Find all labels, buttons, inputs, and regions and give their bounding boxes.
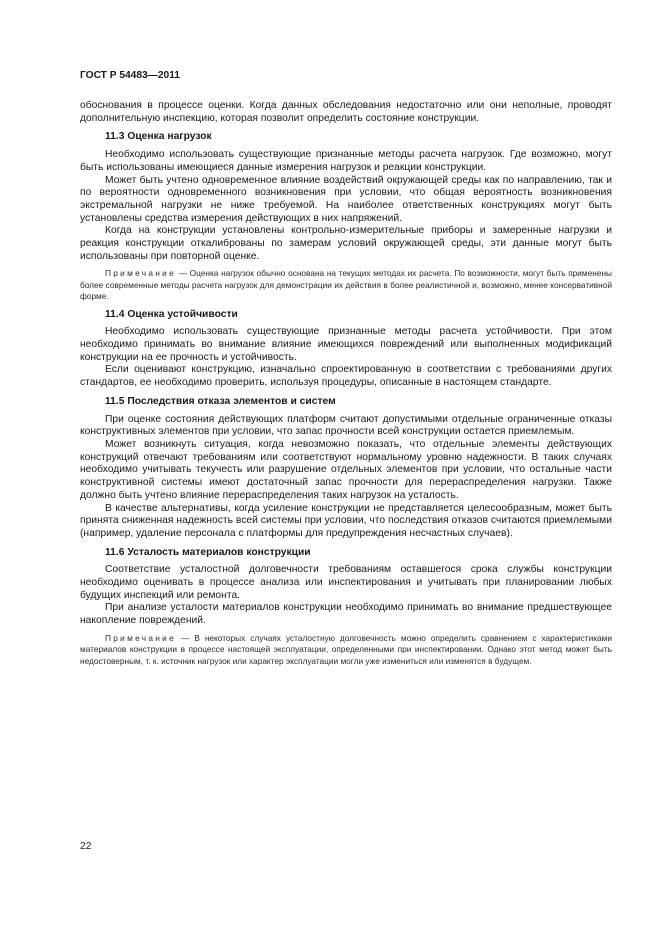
document-content bbox=[80, 100, 612, 667]
note-text: — В некоторых случаях усталостную долговечность можно определить сравнением с характеристиками материалов конструкции в процессе настоящей эксплуатации, определенными при инспектировании. Однако этот метод может быть недостоверным, т. к. источник нагрузок или характер эксплуатации могли уже измениться или изменятся в будущем. bbox=[80, 632, 612, 666]
note-text: — Оценка нагрузок обычно основана на текущих методах их расчета. По возможности, могут быть применены более современные методы расчета нагрузок для демонстрации их действия в более реалистичной и, возможно, менее консервативной форме. bbox=[80, 268, 612, 302]
page-number: 22 bbox=[80, 841, 92, 852]
note bbox=[80, 633, 612, 667]
section-heading: 11.4 Оценка устойчивости bbox=[105, 308, 238, 320]
paragraph: В качестве альтернативы, когда усиление конструкции не представляется целесообразным, может быть принята сниженная надежность всей системы при условии, что последствия отказов считаются приемлемыми (например, удаление персонала с платформы для предупреждения несчастных случаев). bbox=[80, 502, 612, 539]
paragraph: При оценке состояния действующих платформ считают допустимыми отдельные ограниченные отказы конструктивных элементов при условии, что запас прочности всей конструкции остается приемлемым. bbox=[80, 413, 612, 438]
intro-paragraph: обоснования в процессе оценки. Когда данных обследования недостаточно или они неполные, проводят дополнительную инспекцию, которая позволит определить состояние конструкции. bbox=[80, 100, 612, 124]
document-header: ГОСТ Р 54483—2011 bbox=[80, 70, 180, 81]
section-11-5 bbox=[80, 396, 612, 541]
paragraph: Когда на конструкции установлены контрольно-измерительные приборы и замеренные нагрузки и реакция конструкции откалиброваны по замерам условий окружающей среды, эти данные могут быть использованы при повторной оценке. bbox=[80, 225, 612, 262]
paragraph: Необходимо использовать существующие признанные методы расчета нагрузок. Где возможно, могут быть использованы имеющиеся данные измерения нагрузок и реакции конструкции. bbox=[80, 149, 612, 173]
note bbox=[80, 268, 612, 302]
note-label: Примечание bbox=[105, 268, 177, 279]
note-label: Примечание bbox=[105, 632, 177, 643]
paragraph: Соответствие усталостной долговечности требованиям оставшегося срока службы конструкции необходимо оценивать в процессе анализа или инспектирования и учитывать при планировании любых будущих инспекций или ремонта. bbox=[80, 564, 612, 601]
section-heading: 11.6 Усталость материалов конструкции bbox=[105, 546, 311, 558]
section-11-3 bbox=[80, 131, 612, 302]
section-heading: 11.5 Последствия отказа элементов и систем bbox=[105, 395, 336, 407]
section-11-4 bbox=[80, 309, 612, 390]
section-heading: 11.3 Оценка нагрузок bbox=[105, 131, 212, 143]
paragraph: При анализе усталости материалов конструкции необходимо принимать во внимание предшествующее накопление повреждений. bbox=[80, 602, 612, 627]
paragraph: Может возникнуть ситуация, когда невозможно показать, что отдельные элементы действующих конструкций отвечают требованиям или соответствуют нормальному уровню надежности. В таких случаях необходимо учитывать текучесть или разрушение отдельных элементов при условии, что остальные части конструктивной системы имеют достаточный запас прочности для перераспределения нагрузки. Также должно быть учтено влияние перераспределения таких нагрузок на усталость. bbox=[80, 438, 612, 501]
section-11-6 bbox=[80, 547, 612, 667]
paragraph: Необходимо использовать существующие признанные методы расчета устойчивости. При этом необходимо принимать во внимание влияние имеющихся повреждений или выполненных модификаций конструкции на ее прочность и устойчивость. bbox=[80, 326, 612, 363]
paragraph: Если оценивают конструкцию, изначально спроектированную в соответствии с требованиями других стандартов, ее необходимо проверить, используя процедуры, описанные в настоящем стандарте. bbox=[80, 364, 612, 389]
paragraph: Может быть учтено одновременное влияние воздействий окружающей среды как по направлению, так и по вероятности одновременного возникновения при условии, что общая вероятность возникновения экстремальной нагрузки не ниже требуемой. На наиболее ответственных конструкциях могут быть установлены средства измерения действующих в них напряжений. bbox=[80, 174, 612, 224]
